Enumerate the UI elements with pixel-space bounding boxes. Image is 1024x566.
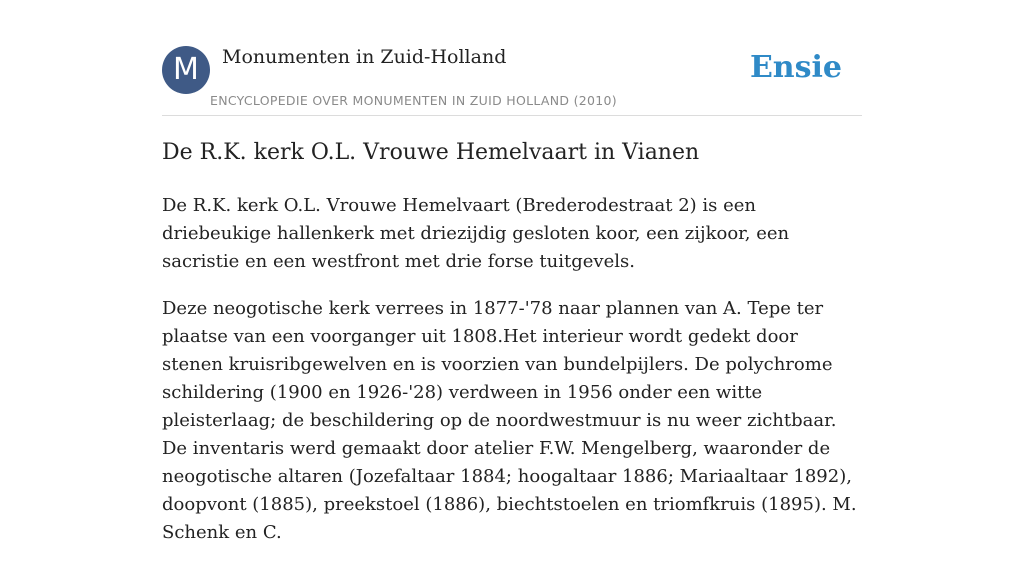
site-header <box>162 46 862 116</box>
site-avatar[interactable]: M <box>162 46 210 94</box>
article-title: De R.K. kerk O.L. Vrouwe Hemelvaart in Vianen <box>162 140 700 165</box>
site-subtitle: ENCYCLOPEDIE OVER MONUMENTEN IN ZUID HOLLAND (2010) <box>210 93 617 108</box>
article-body <box>162 192 862 566</box>
article-paragraph: De R.K. kerk O.L. Vrouwe Hemelvaart (Brederodestraat 2) is een driebeukige hallenkerk met driezijdig gesloten koor, een zijkoor, een sacristie en een westfront met drie forse tuitgevels. <box>162 195 790 272</box>
site-title[interactable]: Monumenten in Zuid-Holland <box>222 46 507 68</box>
ensie-logo-link[interactable]: Ensie <box>749 50 842 85</box>
article-paragraph: Deze neogotische kerk verrees in 1877-'78 naar plannen van A. Tepe ter plaatse van een voorganger uit 1808.Het interieur wordt gedekt door stenen kruisribgewelven en is voorzien van bundelpijlers. De polychrome schildering (1900 en 1926-'28) verdween in 1956 onder een witte pleisterlaag; de beschildering op de noordwestmuur is nu weer zichtbaar. De inventaris werd gemaakt door atelier F.W. Mengelberg, waaronder de neogotische altaren (Jozefaltaar 1884; hoogaltaar 1886; Mariaaltaar 1892), doopvont (1885), preekstoel (1886), biechtstoelen en triomfkruis (1895). M. Schenk en C. <box>162 298 857 543</box>
